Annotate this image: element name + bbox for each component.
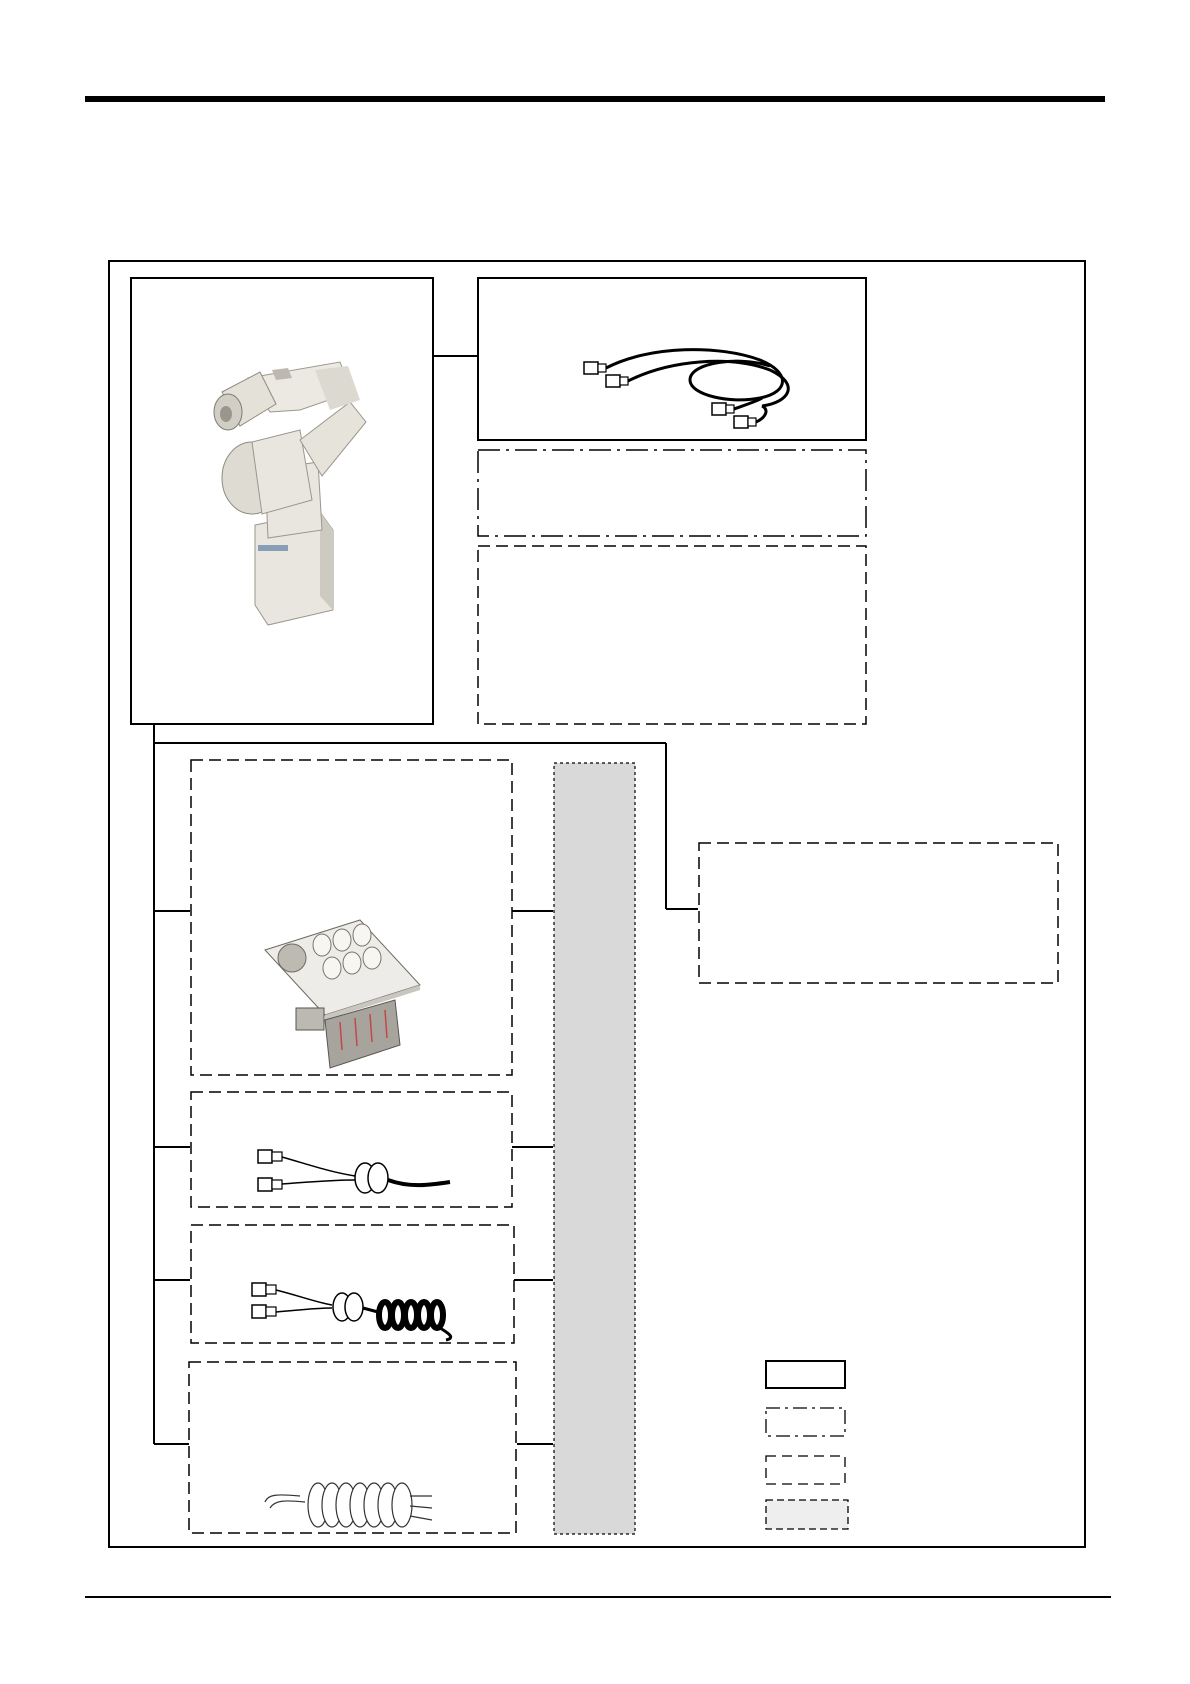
legend	[766, 1361, 848, 1529]
dashdot-option-box[interactable]	[478, 450, 866, 536]
legend-dashed-swatch	[766, 1456, 845, 1484]
legend-gray-swatch	[766, 1500, 848, 1529]
dashed-option-right-box[interactable]	[478, 546, 866, 724]
machine-cable-box[interactable]	[478, 278, 866, 440]
legend-solid-swatch	[766, 1361, 845, 1388]
legend-dashdot-swatch	[766, 1408, 845, 1436]
side-option-box[interactable]	[699, 843, 1058, 983]
hand-input-cable-box[interactable]	[191, 1092, 512, 1207]
footer-rule	[85, 1596, 1111, 1598]
hand-output-cable-box[interactable]	[191, 1225, 514, 1343]
user-prepared-column	[554, 763, 635, 1534]
